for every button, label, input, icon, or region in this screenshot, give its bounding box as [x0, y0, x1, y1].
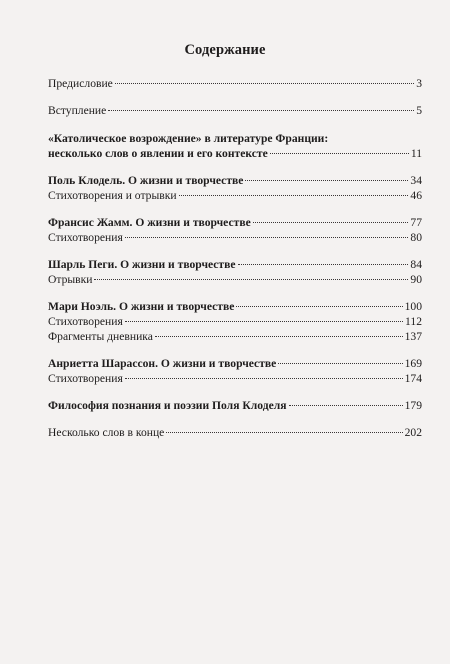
- dot-leader: [289, 405, 403, 406]
- toc-entry-text: Фрагменты дневника: [48, 330, 153, 343]
- toc-entry-noel-poems: [48, 314, 422, 330]
- toc-entry-text: Несколько слов в конце: [48, 426, 165, 439]
- toc-entry-text: Франсис Жамм. О жизни и творчестве: [48, 216, 251, 229]
- toc-entry-text: Отрывки: [48, 273, 93, 286]
- toc-entry-text: Шарль Пеги. О жизни и творчестве: [48, 258, 236, 271]
- dot-leader: [94, 279, 408, 280]
- toc-entry-jammes-poems: [48, 230, 422, 246]
- toc-page-number: 80: [410, 231, 422, 244]
- toc-entry-charasson: [48, 356, 422, 372]
- toc-entry-text: Мари Ноэль. О жизни и творчестве: [48, 300, 235, 313]
- dot-leader: [179, 195, 409, 196]
- toc-entry-text: Стихотворения и отрывки: [48, 189, 177, 202]
- toc-entry-text: Стихотворения: [48, 372, 123, 385]
- toc-entry-jammes: [48, 215, 422, 231]
- toc-entry-catholic-revival: [48, 146, 422, 162]
- toc-page-number: 90: [410, 273, 422, 286]
- dot-leader: [238, 264, 409, 265]
- dot-leader: [166, 432, 402, 433]
- dot-leader: [278, 363, 402, 364]
- toc-page-number: 34: [410, 174, 422, 187]
- toc-entry-charasson-poems: [48, 371, 422, 387]
- toc-page-number: 11: [410, 147, 422, 160]
- toc-entry-catholic-revival-line1: «Католическое возрождение» в литературе Франции:: [48, 132, 329, 145]
- toc-entry-text: Анриетта Шарассон. О жизни и творчестве: [48, 357, 277, 370]
- toc-entry-introduction: [48, 103, 422, 119]
- toc-entry-noel: [48, 299, 422, 315]
- toc-page-number: 137: [404, 330, 422, 343]
- toc-entry-claudel-philosophy: [48, 398, 422, 414]
- toc-page-number: 3: [416, 77, 422, 90]
- toc-entry-text: несколько слов о явлении и его контексте: [48, 147, 268, 160]
- toc-entry-text: Стихотворения: [48, 315, 123, 328]
- dot-leader: [115, 83, 414, 84]
- dot-leader: [236, 306, 402, 307]
- toc-page-number: 202: [404, 426, 422, 439]
- toc-page-number: 112: [405, 315, 422, 328]
- toc-entry-text: Философия познания и поэзии Поля Клоделя: [48, 399, 287, 412]
- toc-page-number: 77: [410, 216, 422, 229]
- toc-entry-preface: [48, 76, 422, 92]
- dot-leader: [155, 336, 403, 337]
- toc-page-number: 174: [404, 372, 422, 385]
- toc-entry-text: Поль Клодель. О жизни и творчестве: [48, 174, 244, 187]
- toc-entry-text: Предисловие: [48, 77, 113, 90]
- dot-leader: [125, 237, 409, 238]
- dot-leader: [245, 180, 408, 181]
- toc-entry-text: Вступление: [48, 104, 107, 117]
- dot-leader: [108, 110, 414, 111]
- dot-leader: [253, 222, 409, 223]
- toc-entry-peguy-excerpts: [48, 272, 422, 288]
- toc-page-number: 169: [404, 357, 422, 370]
- toc-page-number: 84: [410, 258, 422, 271]
- toc-entry-afterword: [48, 425, 422, 441]
- toc-entry-text: Стихотворения: [48, 231, 123, 244]
- toc-entry-claudel: [48, 173, 422, 189]
- dot-leader: [270, 153, 409, 154]
- toc-page-number: 100: [404, 300, 422, 313]
- dot-leader: [125, 321, 403, 322]
- toc-page-number: 46: [410, 189, 422, 202]
- page-title: Содержание: [184, 42, 266, 58]
- dot-leader: [125, 378, 403, 379]
- toc-page-number: 179: [404, 399, 422, 412]
- toc-entry-noel-diary: [48, 329, 422, 345]
- toc-page-number: 5: [416, 104, 422, 117]
- toc-entry-claudel-poems: [48, 188, 422, 204]
- toc-entry-peguy: [48, 257, 422, 273]
